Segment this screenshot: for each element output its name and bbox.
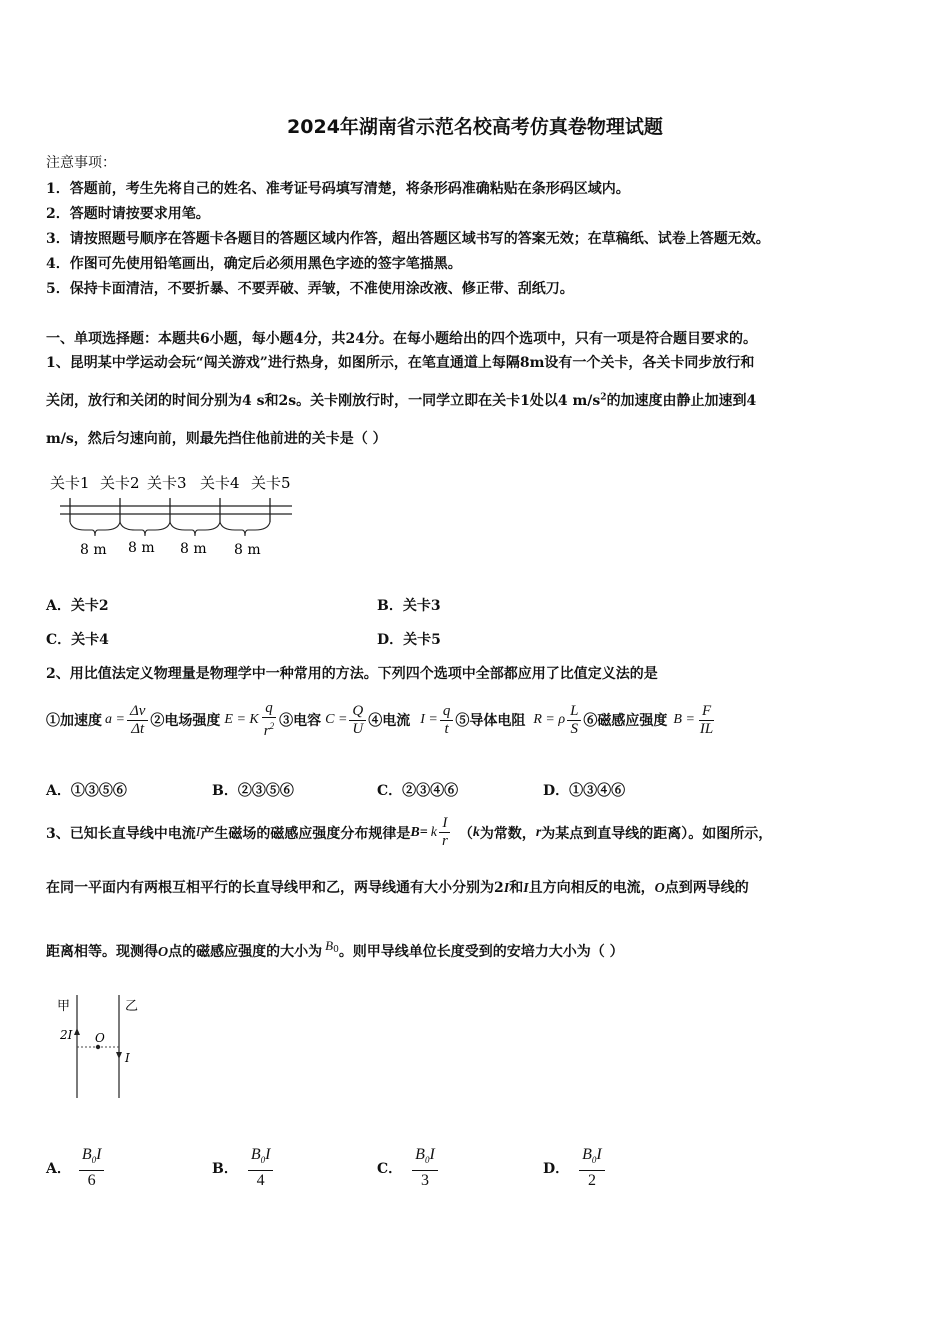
- q1-line-1: 1、昆明某中学运动会玩“闯关游戏”进行热身，如图所示，在笔直通道上每隔8m设有一个关卡，各关卡同步放行和: [46, 355, 755, 371]
- q1-option-c[interactable]: C．关卡4: [46, 632, 109, 648]
- q2-item-5-lhs: R = ρ: [533, 712, 566, 727]
- q2-item-1-label: ①加速度: [46, 713, 102, 729]
- fraction-denominator-exponent: 2: [269, 721, 275, 731]
- q2-stem: 2、用比值法定义物理量是物理学中一种常用的方法。下列四个选项中全部都应用了比值定义法的是: [46, 666, 658, 682]
- notice-item-1: 1．答题前，考生先将自己的姓名、准考证号码填写清楚，将条形码准确粘贴在条形码区域内。: [46, 181, 630, 197]
- q3-option-d[interactable]: [543, 1145, 607, 1191]
- q2-item-2-label: ②电场强度: [150, 713, 221, 729]
- distance-label-2: 8 m: [128, 540, 155, 556]
- q3-line-2: [46, 877, 749, 897]
- fraction-numerator: L: [567, 703, 581, 721]
- q3-option-c[interactable]: [377, 1145, 440, 1191]
- symbol-I: I: [596, 1146, 602, 1163]
- symbol-I: I: [265, 1146, 271, 1163]
- q1-line-3: m/s，然后匀速向前，则最先挡住他前进的关卡是（ ）: [46, 431, 387, 447]
- symbol-B: B: [415, 1146, 425, 1163]
- notice-item-2: 2．答题时请按要求用笔。: [46, 206, 210, 222]
- q3-text: 。则甲导线单位长度受到的安培力大小为（ ）: [338, 944, 624, 960]
- q2-option-a[interactable]: A．①③⑤⑥: [46, 783, 127, 799]
- q2-item-5-label: ⑤导体电阻: [455, 713, 526, 729]
- option-label: D．: [543, 1161, 570, 1178]
- q3-text: 为常数，: [479, 825, 536, 842]
- q3-var-B0-subscript: 0: [333, 945, 339, 955]
- q3-var-k: k: [472, 824, 480, 840]
- option-fraction: [248, 1145, 274, 1191]
- fraction-denominator: Δt: [131, 720, 145, 737]
- q3-text: 产生磁场的磁感应强度分布规律是: [200, 825, 411, 842]
- q2-item-4-label: ④电流: [368, 713, 411, 729]
- wire-label-jia: 甲: [57, 999, 71, 1014]
- fraction-denominator: U: [352, 720, 364, 737]
- brace-3: [170, 522, 220, 536]
- option-fraction: [412, 1145, 438, 1191]
- q2-option-c[interactable]: C．②③④⑥: [377, 783, 459, 799]
- gate-label-4: 关卡4: [200, 474, 240, 492]
- q3-var-O: O: [654, 881, 665, 896]
- option-label: B．: [212, 1161, 238, 1178]
- subscript-0: 0: [591, 1155, 597, 1166]
- q3-option-b[interactable]: [212, 1145, 275, 1191]
- q3-text: 在同一平面内有两根互相平行的长直导线甲和乙，两导线通有大小分别为2: [46, 880, 504, 896]
- q3-var-I: I: [523, 881, 529, 896]
- q3-text: 点到两导线的: [664, 880, 749, 896]
- option-fraction: [579, 1145, 605, 1191]
- distance-labels: [80, 540, 261, 558]
- fraction-denominator: S: [570, 720, 578, 737]
- q3-var-O: O: [158, 945, 169, 960]
- symbol-B: B: [81, 1146, 92, 1163]
- gate-label-2: 关卡2: [100, 474, 140, 492]
- brace-4: [220, 522, 270, 536]
- notice-heading: 注意事项：: [46, 155, 116, 171]
- q1-gate-diagram: [50, 470, 310, 565]
- notice-item-5: 5．保持卡面清洁，不要折暴、不要弄破、弄皱，不准使用涂改液、修正带、刮纸刀。: [46, 281, 574, 297]
- point-label-O: O: [95, 1031, 105, 1045]
- q2-item-4-lhs: I =: [420, 712, 438, 727]
- point-O: [96, 1045, 100, 1049]
- option-fraction: [79, 1145, 105, 1191]
- q2-item-2-lhs: E = K: [224, 712, 259, 727]
- q3-text: 和: [509, 880, 524, 896]
- q2-option-b[interactable]: B．②③⑤⑥: [212, 783, 294, 799]
- distance-braces: [70, 522, 270, 536]
- q2-item-3-lhs: C =: [325, 712, 348, 727]
- q3-var-r: r: [535, 824, 542, 840]
- option-label: A．: [46, 1161, 71, 1178]
- q2-item-5-fraction: [567, 703, 581, 738]
- subscript-0: 0: [91, 1155, 97, 1166]
- symbol-B: B: [582, 1146, 592, 1163]
- distance-label-4: 8 m: [234, 542, 261, 558]
- q2-item-3-fraction: [349, 703, 366, 738]
- brace-1: [70, 522, 120, 536]
- page-title: 2024年湖南省示范名校高考仿真卷物理试题: [287, 116, 663, 138]
- q2-item-2-fraction: [261, 700, 277, 740]
- q3-var-B: B=: [410, 824, 428, 840]
- fraction-denominator: 6: [87, 1172, 96, 1190]
- q3-text: 且方向相反的电流，: [528, 880, 655, 896]
- gate-labels: [50, 474, 291, 492]
- q3-var-k: k: [430, 824, 437, 840]
- q1-exponent: 2: [600, 392, 607, 403]
- fraction-numerator: [248, 1145, 274, 1171]
- q3-text: 3、已知长直导线中电流: [46, 825, 196, 842]
- q2-item-3-label: ③电容: [279, 713, 322, 729]
- q3-line-3: [46, 938, 624, 961]
- gate-label-3: 关卡3: [147, 474, 187, 492]
- gate-posts: [70, 498, 270, 522]
- q3-var-B0: B: [325, 938, 334, 953]
- q3-var-I: I: [503, 881, 510, 896]
- fraction-numerator: Q: [349, 703, 366, 721]
- fraction-numerator: I: [439, 815, 450, 833]
- q1-line-2a: 关闭，放行和关闭的时间分别为4 s和2s。关卡刚放行时，一同学立即在关卡1处以4 m/s: [46, 393, 601, 409]
- fraction-numerator: [579, 1145, 605, 1171]
- subscript-0: 0: [260, 1155, 266, 1166]
- q2-option-d[interactable]: D．①③④⑥: [543, 783, 626, 799]
- fraction-denominator: 3: [420, 1172, 429, 1190]
- q2-item-1-fraction: [127, 703, 148, 738]
- q3-fraction: [439, 815, 451, 850]
- q2-item-6-label: ⑥磁感应强度: [583, 713, 668, 729]
- fraction-numerator: q: [440, 703, 454, 721]
- q3-var-I: I: [195, 824, 201, 840]
- fraction-numerator: [79, 1145, 105, 1171]
- symbol-B: B: [250, 1146, 261, 1163]
- current-arrow-down: [116, 1052, 122, 1059]
- q2-item-6-lhs: B =: [673, 712, 695, 727]
- fraction-denominator: r: [441, 833, 448, 849]
- fraction-numerator: [412, 1145, 438, 1171]
- q1-option-a[interactable]: A．关卡2: [46, 598, 109, 614]
- section-heading: 一、单项选择题：本题共6小题，每小题4分，共24分。在每小题给出的四个选项中，只有一项是符合题目要求的。: [46, 331, 757, 347]
- q2-item-4-fraction: [440, 703, 454, 738]
- notice-item-3: 3．请按照题号顺序在答题卡各题目的答题区域内作答，超出答题区域书写的答案无效；在草稿纸、试卷上答题无效。: [46, 231, 770, 247]
- current-arrow-up: [74, 1028, 80, 1035]
- gate-label-5: 关卡5: [251, 474, 291, 492]
- fraction-numerator: q: [262, 700, 276, 718]
- q1-option-d[interactable]: D．关卡5: [377, 632, 441, 648]
- fraction-numerator: Δv: [127, 703, 148, 721]
- fraction-denominator: t: [444, 720, 449, 737]
- distance-label-3: 8 m: [180, 541, 207, 557]
- fraction-numerator: F: [699, 703, 714, 721]
- subscript-0: 0: [424, 1155, 430, 1166]
- q3-text: 距离相等。现测得: [46, 944, 158, 960]
- symbol-I: I: [96, 1146, 102, 1163]
- q2-definitions: [46, 700, 718, 740]
- q3-line-1: [46, 815, 772, 850]
- q3-wire-diagram: [55, 990, 165, 1105]
- q1-line-2: [46, 390, 756, 410]
- current-label-I: I: [125, 1051, 130, 1065]
- fraction-denominator-base: r: [263, 723, 270, 739]
- q2-item-1-lhs: a =: [105, 712, 125, 727]
- option-label: C．: [377, 1161, 403, 1178]
- q3-text: 点的磁感应强度的大小为: [168, 944, 323, 960]
- wire-label-yi: 乙: [125, 999, 139, 1014]
- distance-label-1: 8 m: [80, 542, 107, 558]
- fraction-denominator: 4: [256, 1172, 265, 1190]
- symbol-I: I: [429, 1146, 435, 1163]
- q2-item-6-fraction: [697, 703, 716, 738]
- q3-option-a[interactable]: [46, 1145, 106, 1191]
- q3-text: 为某点到直导线的距离）。如图所示，: [541, 825, 773, 842]
- fraction-denominator: 2: [587, 1172, 596, 1190]
- gate-label-1: 关卡1: [50, 474, 90, 492]
- q3-text: （: [458, 825, 473, 842]
- current-label-2I: 2I: [60, 1028, 73, 1042]
- fraction-denominator: IL: [699, 720, 714, 737]
- brace-2: [120, 522, 170, 536]
- q1-line-2b: 的加速度由静止加速到4: [606, 393, 757, 409]
- notice-item-4: 4．作图可先使用铅笔画出，确定后必须用黑色字迹的签字笔描黑。: [46, 256, 462, 272]
- q1-option-b[interactable]: B．关卡3: [377, 598, 441, 614]
- fraction-denominator: [261, 718, 277, 740]
